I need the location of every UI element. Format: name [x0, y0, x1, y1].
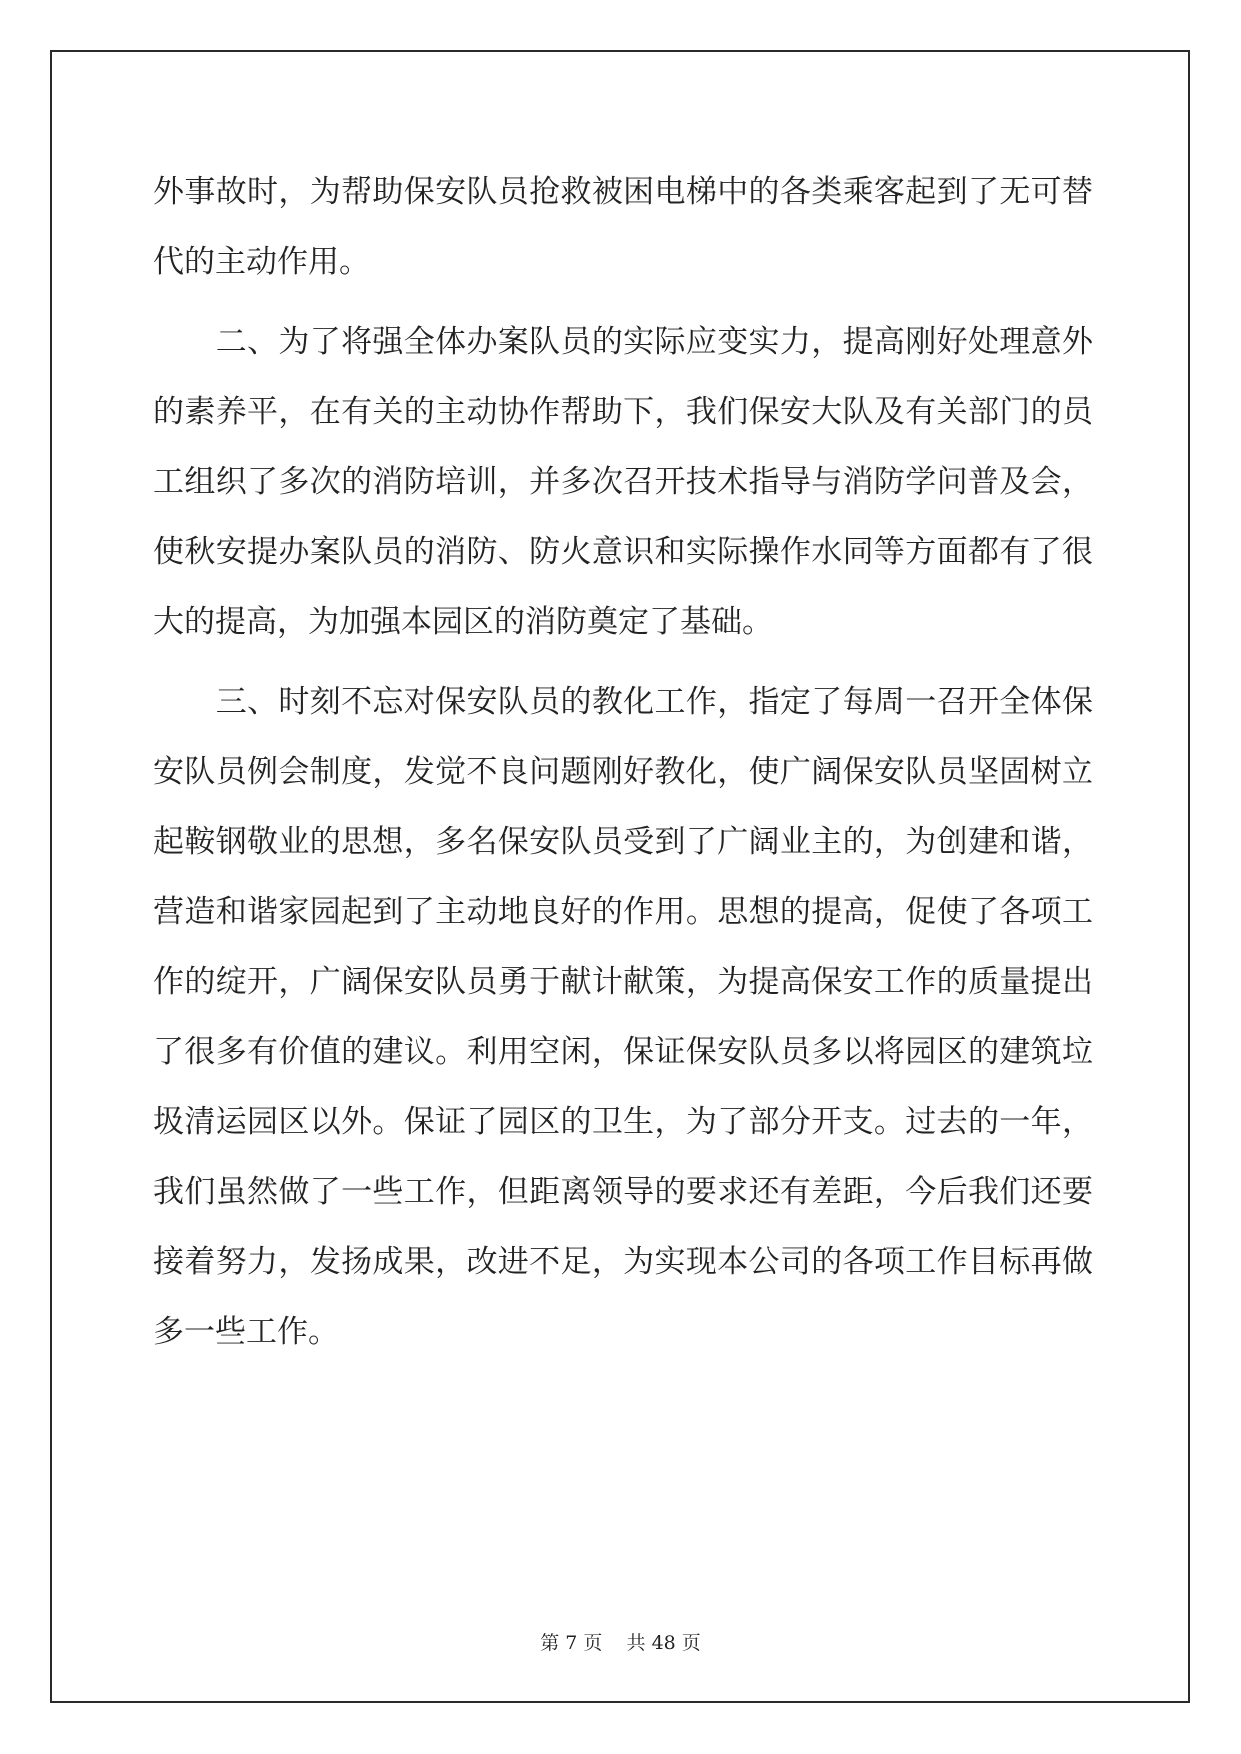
text-line: 接着努力，发扬成果，改进不足，为实现本公司的各项工作目标再做 — [153, 1244, 1093, 1280]
page-footer — [0, 1628, 1241, 1655]
page-total: 共 48 页 — [626, 1632, 701, 1654]
text-line: 起鞍钢敬业的思想，多名保安队员受到了广阔业主的，为创建和谐， — [153, 824, 1093, 860]
text-line: 安队员例会制度，发觉不良问题刚好教化，使广阔保安队员坚固树立 — [153, 754, 1093, 790]
page-border — [50, 50, 1190, 1703]
text-line: 工组织了多次的消防培训，并多次召开技术指导与消防学问普及会， — [153, 464, 1093, 500]
text-line: 了很多有价值的建议。利用空闲，保证保安队员多以将园区的建筑垃 — [153, 1034, 1093, 1070]
text-line: 三、时刻不忘对保安队员的教化工作，指定了每周一召开全体保 — [153, 684, 1093, 720]
text-line: 营造和谐家园起到了主动地良好的作用。思想的提高，促使了各项工 — [153, 894, 1093, 930]
text-line: 大的提高，为加强本园区的消防奠定了基础。 — [153, 604, 773, 640]
text-line: 圾清运园区以外。保证了园区的卫生，为了部分开支。过去的一年， — [153, 1104, 1093, 1140]
text-line: 使秋安提办案队员的消防、防火意识和实际操作水同等方面都有了很 — [153, 534, 1093, 570]
text-line: 我们虽然做了一些工作，但距离领导的要求还有差距，今后我们还要 — [153, 1174, 1093, 1210]
page-number: 第 7 页 — [540, 1632, 603, 1654]
text-line: 二、为了将强全体办案队员的实际应变实力，提高刚好处理意外 — [153, 324, 1093, 360]
text-line: 代的主动作用。 — [153, 244, 370, 280]
text-line: 作的绽开，广阔保安队员勇于献计献策，为提高保安工作的质量提出 — [153, 964, 1093, 1000]
text-line: 多一些工作。 — [153, 1314, 339, 1350]
text-line: 的素养平，在有关的主动协作帮助下，我们保安大队及有关部门的员 — [153, 394, 1093, 430]
text-line: 外事故时，为帮助保安队员抢救被困电梯中的各类乘客起到了无可替 — [153, 174, 1093, 210]
